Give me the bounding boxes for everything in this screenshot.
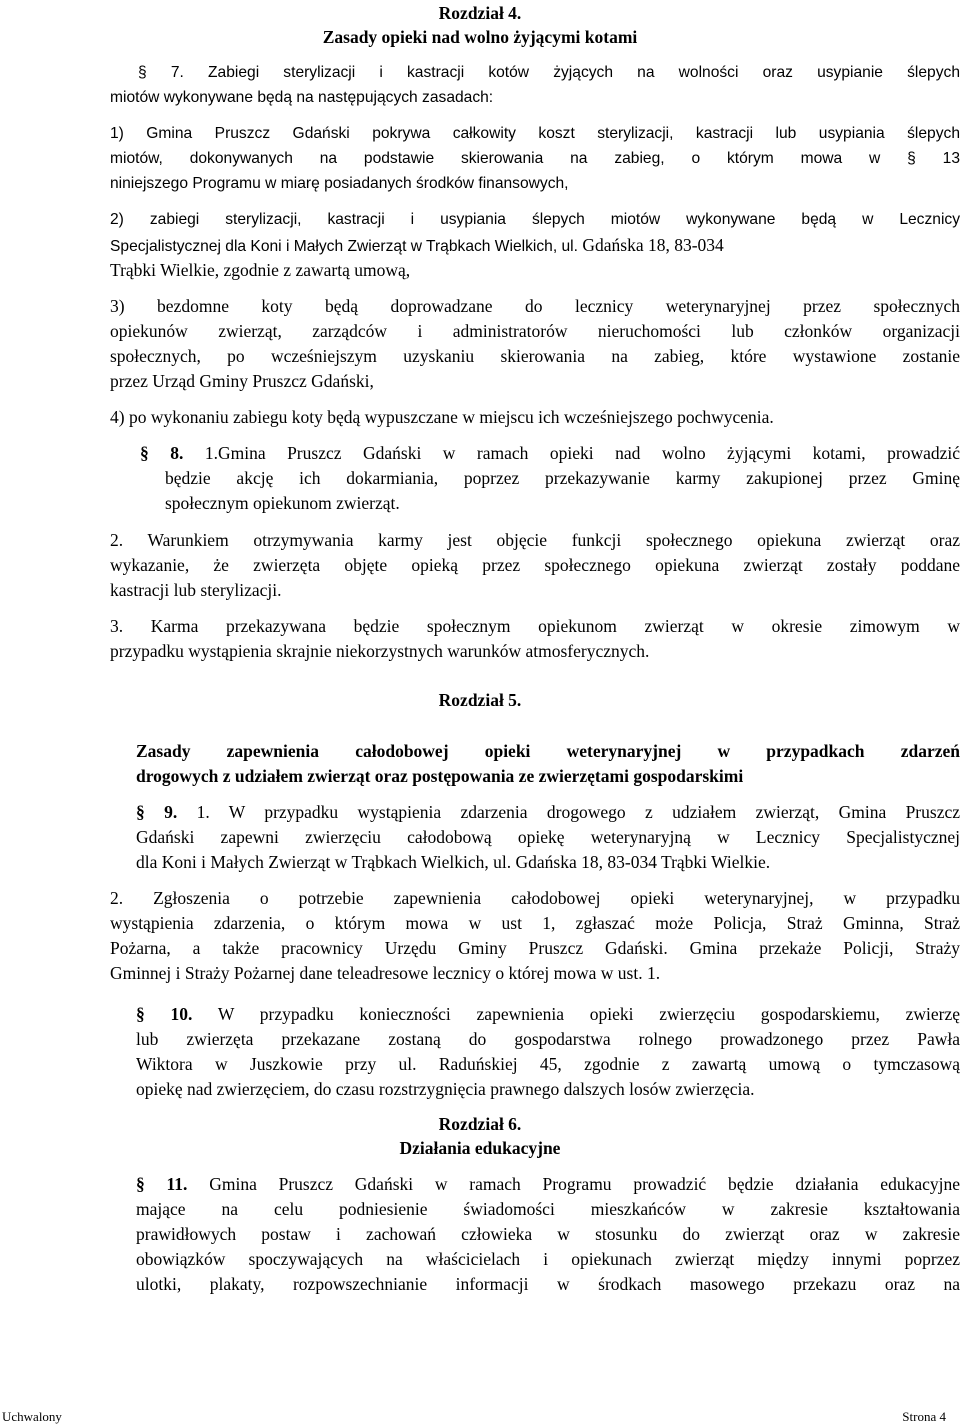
paragraph-11-line-3: prawidłowych postaw i zachowań człowieka w stosunku do zwierząt oraz w zakresie [136,1224,960,1244]
chapter-6-title: Rozdział 6. [438,1114,522,1134]
paragraph-8-sub-2-line-2: wykazanie, że zwierzęta objęte opieką przez społecznego opiekuna zwierząt zostały poddane [110,555,960,575]
paragraph-9-line-3: dla Koni i Małych Zwierząt w Trąbkach Wielkich, ul. Gdańska 18, 83-034 Trąbki Wielkie. [136,852,771,872]
paragraph-9-sub-2-line-2: wystąpienia zdarzenia, o którym mowa w ust 1, zgłaszać może Policja, Straż Gminna, Straż [110,913,960,933]
chapter-5-subtitle-line-2: drogowych z udziałem zwierząt oraz postępowania ze zwierzętami gospodarskimi [136,766,744,786]
chapter-5-title: Rozdział 5. [438,690,522,710]
paragraph-11-line-1 [136,1172,960,1196]
paragraph-7-number: 7. [170,64,184,81]
paragraph-7-line-1 [110,61,960,85]
section-sign: § [136,802,145,822]
paragraph-11-line-5: ulotki, plakaty, rozpowszechnianie informacji w środkach masowego przekazu oraz na [136,1274,960,1294]
paragraph-8-number: 8. [170,443,184,463]
p7-item-2-line-2-a: Specjalistycznej dla Koni i Małych Zwierząt w Trąbkach Wielkich, ul. [110,238,578,255]
chapter-5-subtitle-line-1: Zasady zapewnienia całodobowej opieki weterynaryjnej w przypadkach zdarzeń [136,741,960,761]
section-sign: § [136,1174,145,1194]
section-sign: § [140,443,149,463]
paragraph-11-line-4: obowiązków spoczywających na właścicielach i opiekunach zwierząt między innymi poprzez [136,1249,960,1269]
p7-item-2-line-2 [110,233,960,259]
paragraph-9-text: 1. W przypadku wystąpienia zdarzenia drogowego z udziałem zwierząt, Gmina Pruszcz [196,802,960,822]
p7-item-3-line-1: 3) bezdomne koty będą doprowadzane do lecznicy weterynaryjnej przez społecznych [110,296,960,316]
p7-item-2-line-1: 2) zabiegi sterylizacji, kastracji i usypiania ślepych miotów wykonywane będą w Lecznicy [110,211,960,228]
p7-item-1-line-2: miotów, dokonywanych na podstawie skierowania na zabieg, o którym mowa w § 13 [110,150,960,167]
footer-page-number: Strona 4 [902,1409,946,1424]
p7-item-1-line-1: 1) Gmina Pruszcz Gdański pokrywa całkowity koszt sterylizacji, kastracji lub usypiania ślepych [110,125,960,142]
p7-item-3-line-4: przez Urząd Gminy Pruszcz Gdański, [110,371,374,391]
paragraph-8-sub-2-line-1: 2. Warunkiem otrzymywania karmy jest objęcie funkcji społecznego opiekuna zwierząt oraz [110,530,960,550]
paragraph-8-sub-2-line-3: kastracji lub sterylizacji. [110,580,282,600]
section-sign: § [136,1004,145,1024]
paragraph-8-sub-3-line-2: przypadku wystąpienia skrajnie niekorzystnych warunków atmosferycznych. [110,641,650,661]
paragraph-9-line-2: Gdański zapewni zwierzęciu całodobową opiekę weterynaryjną w Lecznicy Specjalistycznej [136,827,960,847]
footer-left: Uchwalony [2,1409,62,1424]
p7-item-3-line-2: opiekunów zwierząt, zarządców i administratorów nieruchomości lub członków organizacji [110,321,960,341]
p7-item-4-line-1: 4) po wykonaniu zabiegu koty będą wypuszczane w miejscu ich wcześniejszego pochwycenia. [110,407,774,427]
paragraph-8-line-2: będzie akcję ich dokarmiania, poprzez przekazywanie karmy zakupionej przez Gminę [165,468,960,488]
paragraph-10-line-3: Wiktora w Juszkowie przy ul. Raduńskiej 45, zgodnie z zawartą umową o tymczasową [136,1054,960,1074]
chapter-6-subtitle: Działania edukacyjne [399,1138,561,1158]
paragraph-11-number: 11. [166,1174,188,1194]
paragraph-11-text: Gmina Pruszcz Gdański w ramach Programu prowadzić będzie działania edukacyjne [209,1174,960,1194]
paragraph-9-number: 9. [164,802,178,822]
paragraph-9-sub-2-line-1: 2. Zgłoszenia o potrzebie zapewnienia całodobowej opieki weterynaryjnej, w przypadku [110,888,960,908]
paragraph-8-text: 1.Gmina Pruszcz Gdański w ramach opieki nad wolno żyjącymi kotami, prowadzić [204,443,960,463]
p7-item-2-line-3: Trąbki Wielkie, zgodnie z zawartą umową, [110,260,411,280]
paragraph-11-line-2: mające na celu podniesienie świadomości mieszkańców w zakresie kształtowania [136,1199,960,1219]
paragraph-10-line-1 [136,1002,960,1026]
paragraph-9-sub-2-line-4: Gminnej i Straży Pożarnej dane teleadresowe lecznicy o której mowa w ust. 1. [110,963,661,983]
paragraph-10-line-2: lub zwierzęta przekazane zostaną do gospodarstwa rolnego prowadzonego przez Pawła [136,1029,960,1049]
paragraph-9-sub-2-line-3: Pożarna, a także pracownicy Urzędu Gminy Pruszcz Gdański. Gmina przekaże Policji, Straży [110,938,960,958]
paragraph-7-line-2: miotów wykonywane będą na następujących zasadach: [110,89,494,106]
p7-item-2-line-2-b: Gdańska 18, 83-034 [582,235,724,255]
chapter-4-subtitle: Zasady opieki nad wolno żyjącymi kotami [322,27,638,47]
paragraph-9-line-1 [136,800,960,824]
paragraph-10-number: 10. [170,1004,193,1024]
paragraph-8-line-1 [140,441,960,465]
p7-item-3-line-3: społecznych, po wcześniejszym uzyskaniu skierowania na zabieg, które wystawione zostanie [110,346,960,366]
section-sign: § [138,64,147,81]
paragraph-10-line-4: opiekę nad zwierzęciem, do czasu rozstrzygnięcia prawnego dalszych losów zwierzęcia. [136,1079,755,1099]
paragraph-8-line-3: społecznym opiekunom zwierząt. [165,493,400,513]
chapter-4-title: Rozdział 4. [438,3,522,23]
paragraph-7-text: Zabiegi sterylizacji i kastracji kotów żyjących na wolności oraz usypianie ślepych [208,64,960,81]
paragraph-8-sub-3-line-1: 3. Karma przekazywana będzie społecznym opiekunom zwierząt w okresie zimowym w [110,616,960,636]
paragraph-10-text: W przypadku konieczności zapewnienia opieki zwierzęciu gospodarskiemu, zwierzę [217,1004,960,1024]
p7-item-1-line-3: niniejszego Programu w miarę posiadanych środków finansowych, [110,175,569,192]
